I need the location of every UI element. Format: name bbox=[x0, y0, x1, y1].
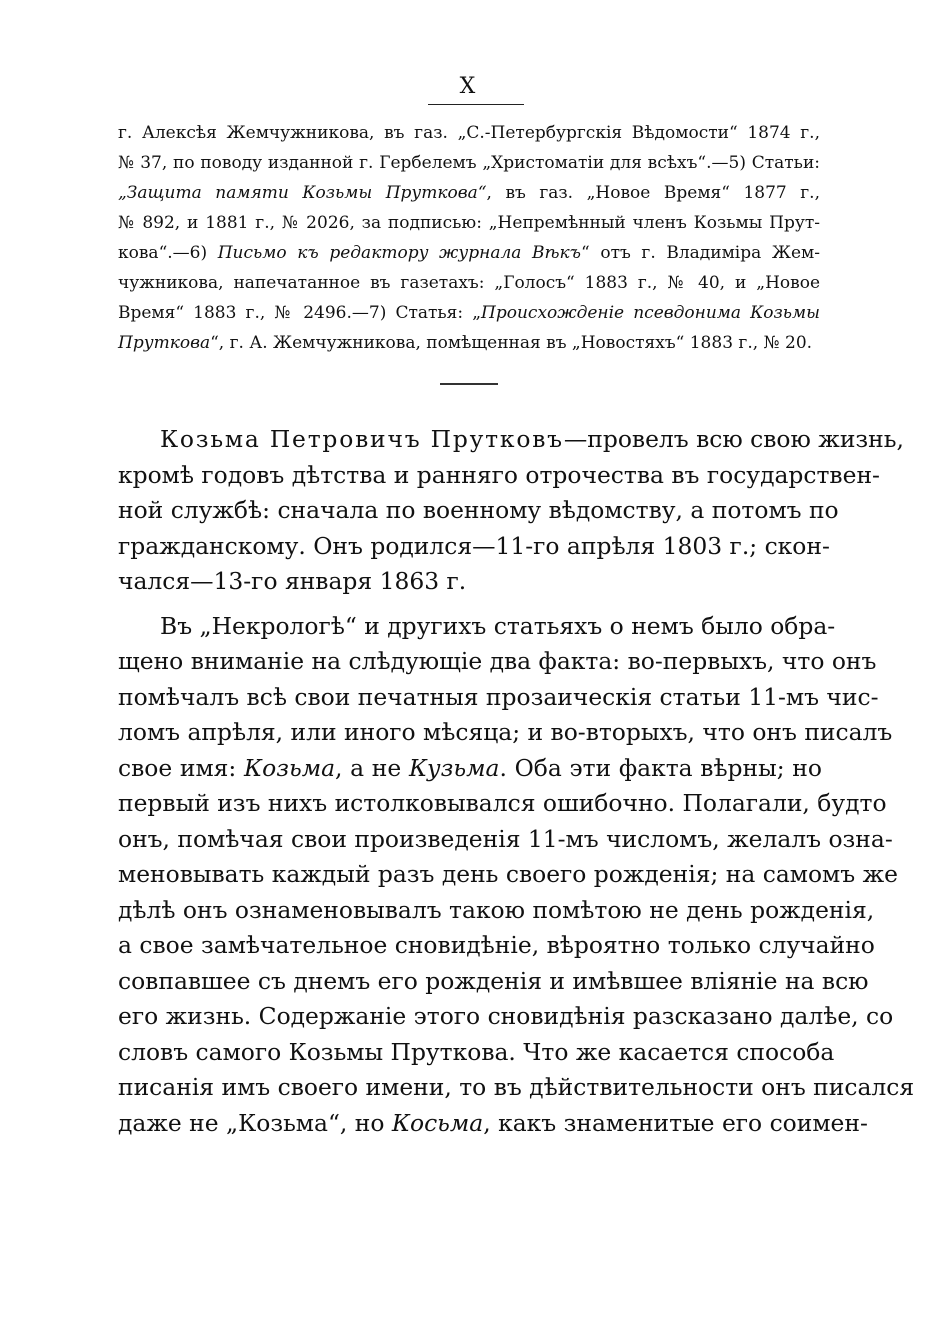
text-run: Въ „Некрологѣ“ и другихъ статьяхъ о немъ было обра- bbox=[160, 611, 836, 640]
text-run: совпавшее съ днемъ его рожденія и имѣвшее вліяніе на всю bbox=[118, 966, 869, 995]
text-run: , въ газ. „Новое Время“ 1877 г., bbox=[486, 183, 820, 203]
text-run: гражданскому. Онъ родился—11-го апрѣля 1803 г.; скон- bbox=[118, 531, 830, 560]
text-line bbox=[118, 422, 904, 458]
main-text bbox=[118, 422, 915, 1141]
text-line bbox=[118, 609, 836, 645]
text-line bbox=[118, 493, 839, 529]
text-run: щено вниманіе на слѣдующіе два факта: во-первыхъ, что онъ bbox=[118, 647, 877, 675]
text-run: дѣлѣ онъ ознаменовывалъ такою помѣтою не день рожденія, bbox=[118, 895, 875, 924]
text-line bbox=[118, 529, 830, 565]
text-run: , какъ знаменитые его соимен- bbox=[483, 1108, 868, 1137]
text-line bbox=[118, 644, 877, 680]
text-run: первый изъ нихъ истолковывался ошибочно. Полагали, будто bbox=[118, 789, 887, 817]
text-run: писанія имъ своего имени, то въ дѣйствительности онъ писался bbox=[118, 1073, 915, 1101]
text-run: даже не „Козьма“, но bbox=[118, 1108, 392, 1137]
text-line bbox=[118, 893, 875, 929]
text-run: ломъ апрѣля, или иного мѣсяца; и во-вторыхъ, что онъ писалъ bbox=[118, 718, 893, 746]
text-run: “, г. А. Жемчужникова, помѣщенная въ „Новостяхъ“ 1883 г., № 20. bbox=[210, 333, 813, 353]
text-line bbox=[118, 458, 880, 494]
text-run: а свое замѣчательное сновидѣніе, вѣроятно только случайно bbox=[118, 931, 875, 959]
text-run: его жизнь. Содержаніе этого сновидѣнія разсказано далѣе, со bbox=[118, 1002, 894, 1030]
italic-text: Козьма bbox=[244, 753, 336, 782]
text-line bbox=[118, 999, 894, 1035]
text-line bbox=[118, 786, 887, 822]
footnote-line bbox=[118, 328, 820, 358]
spaced-name: Козьма Петровичъ Прутковъ bbox=[160, 425, 564, 453]
italic-text: Кузьма bbox=[408, 753, 500, 782]
footnote-line bbox=[118, 148, 820, 178]
footnote-line bbox=[118, 178, 820, 208]
text-line bbox=[118, 964, 869, 1000]
text-run: ной службѣ: сначала по военному вѣдомству, а потомъ по bbox=[118, 496, 839, 524]
text-run: г. Алексѣя Жемчужникова, въ газ. „С.-Петербургскія Вѣдомости“ 1874 г., bbox=[118, 123, 820, 143]
text-line bbox=[118, 564, 822, 600]
text-line bbox=[118, 857, 898, 893]
paragraph-gap bbox=[118, 600, 822, 609]
text-run: онъ, помѣчая свои произведенія 11-мъ числомъ, желалъ озна- bbox=[118, 824, 893, 853]
text-line bbox=[118, 928, 875, 964]
text-run: помѣчалъ всѣ свои печатныя прозаическія статьи 11-мъ чис- bbox=[118, 682, 879, 711]
italic-text: Косьма bbox=[391, 1108, 484, 1137]
paragraph bbox=[118, 609, 915, 1142]
text-run: —провелъ всю свою жизнь, bbox=[563, 425, 904, 453]
text-run: кромѣ годовъ дѣтства и ранняго отрочества въ государствен- bbox=[118, 460, 880, 489]
footnote-line bbox=[118, 268, 820, 298]
text-line bbox=[118, 1106, 868, 1142]
text-line bbox=[118, 1070, 915, 1106]
text-line bbox=[118, 822, 893, 858]
page-number: X bbox=[459, 74, 477, 99]
header-rule bbox=[428, 104, 524, 105]
text-run: кова“.—6) bbox=[118, 243, 218, 263]
text-run: “ отъ г. Владиміра Жем- bbox=[581, 243, 821, 263]
footnote-line bbox=[118, 238, 820, 268]
footnote-block bbox=[118, 118, 820, 358]
italic-text: Письмо къ редактору журнала Вѣкъ bbox=[217, 243, 582, 263]
text-run: № 892, и 1881 г., № 2026, за подписью: „Непремѣнный членъ Козьмы Прут- bbox=[118, 213, 820, 233]
italic-text: „Защита памяти Козьмы Пруткова“ bbox=[118, 183, 487, 203]
text-run: чужникова, напечатанное въ газетахъ: „Голосъ“ 1883 г., № 40, и „Новое bbox=[118, 273, 820, 293]
text-line bbox=[118, 680, 879, 716]
text-run: свое имя: bbox=[118, 753, 245, 782]
paragraph bbox=[118, 422, 904, 600]
text-line bbox=[118, 751, 822, 787]
text-run: Время“ 1883 г., № 2496.—7) Статья: „ bbox=[118, 303, 482, 323]
text-line bbox=[118, 715, 893, 751]
footnote-line bbox=[118, 208, 820, 238]
text-line bbox=[118, 1035, 835, 1071]
footnote-line bbox=[118, 298, 820, 328]
section-divider bbox=[440, 383, 498, 385]
text-run: . Оба эти факта вѣрны; но bbox=[499, 753, 822, 782]
footnote-line bbox=[118, 118, 820, 148]
text-run: чался—13-го января 1863 г. bbox=[118, 567, 467, 595]
text-run: , а не bbox=[335, 753, 409, 782]
text-run: меновывать каждый разъ день своего рожденія; на самомъ же bbox=[118, 860, 898, 888]
text-run: № 37, по поводу изданной г. Гербелемъ „Христоматіи для всѣхъ“.—5) Статьи: bbox=[118, 153, 820, 173]
text-run: словъ самого Козьмы Пруткова. Что же касается способа bbox=[118, 1037, 835, 1066]
italic-text: Пруткова bbox=[118, 333, 211, 353]
italic-text: Происхожденіе псевдонима Козьмы bbox=[481, 303, 820, 323]
